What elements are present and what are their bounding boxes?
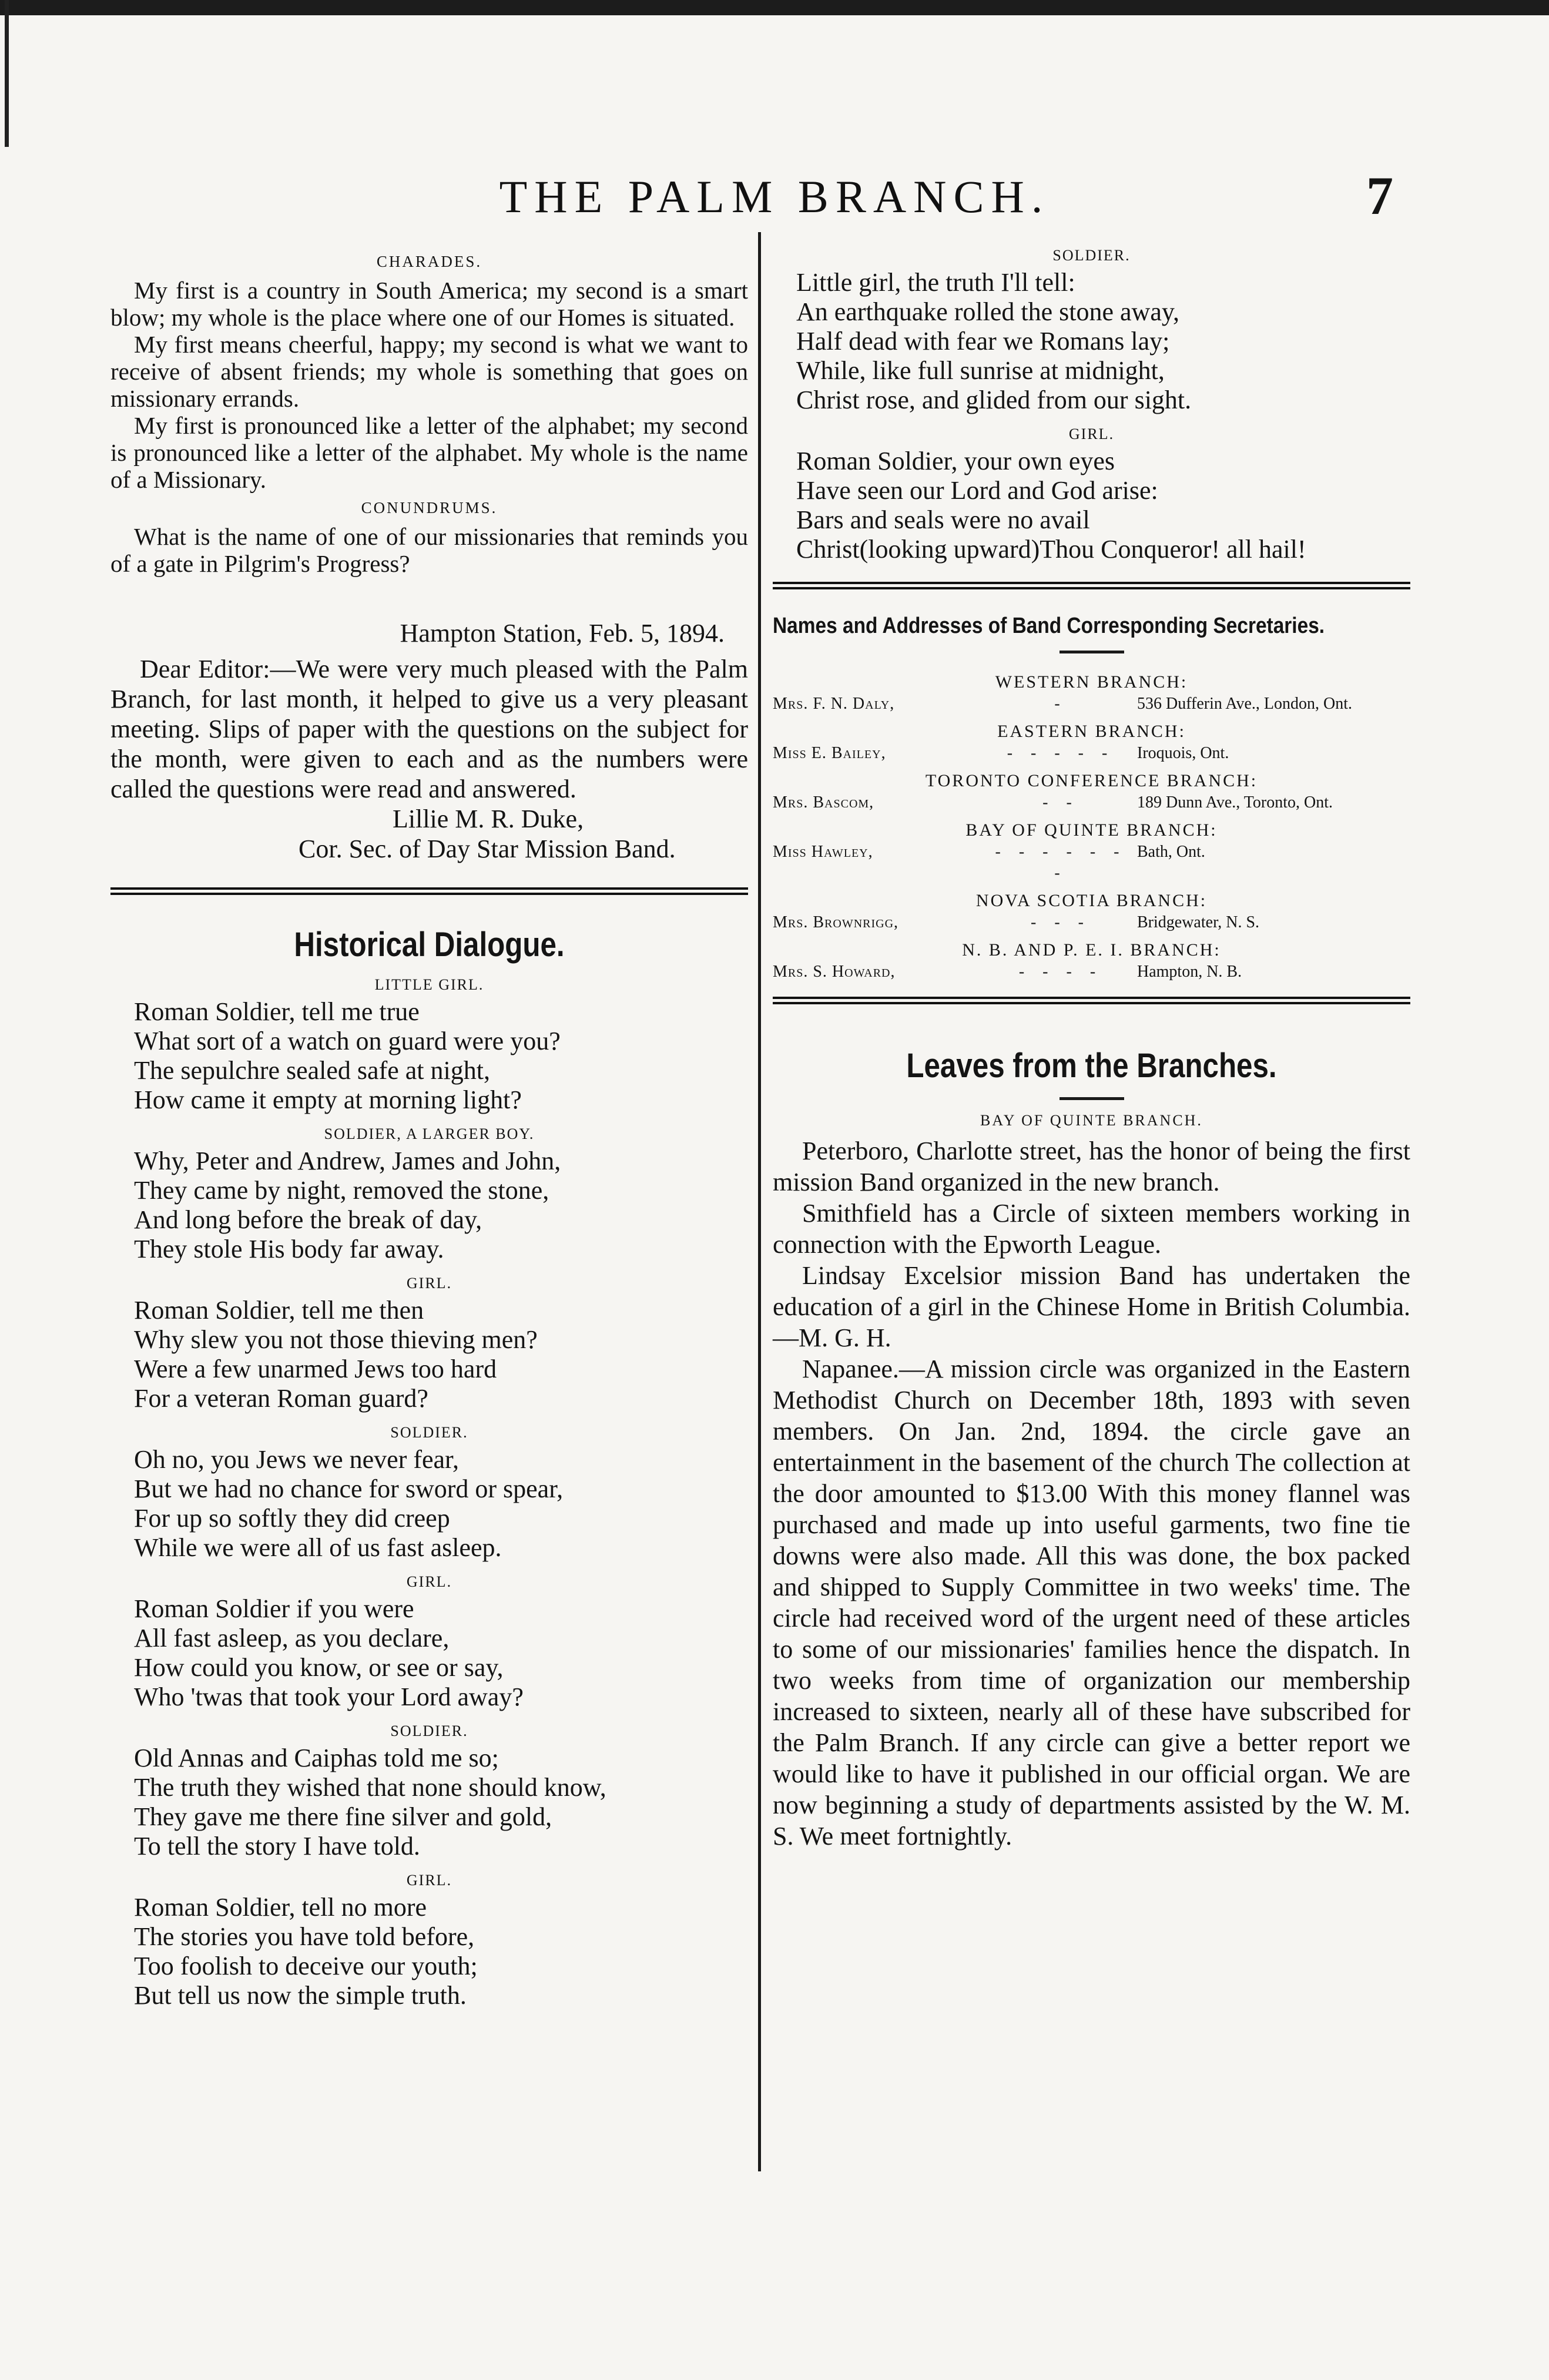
charades-heading: CHARADES. xyxy=(376,253,482,270)
secretary-entry xyxy=(773,672,1410,715)
masthead: THE PALM BRANCH. xyxy=(499,171,1050,222)
left-column xyxy=(110,247,748,2010)
verse-line: How could you know, or see or say, xyxy=(134,1653,504,1682)
verse-line: Roman Soldier, tell me true xyxy=(134,997,420,1026)
dialogue-title: Historical Dialogue. xyxy=(294,926,565,964)
secretary-entry xyxy=(773,891,1410,933)
speaker-label: GIRL. xyxy=(406,1872,452,1889)
column-divider xyxy=(758,232,761,2171)
branch-report: Lindsay Excelsior mission Band has undertaken the education of a girl in the Chinese Home in British Columbia. —M. G. H. xyxy=(773,1261,1410,1352)
verse-line: While we were all of us fast asleep. xyxy=(134,1533,502,1562)
verse-line: Why, Peter and Andrew, James and John, xyxy=(134,1147,561,1175)
verse-line: For up so softly they did creep xyxy=(134,1504,450,1533)
charade-2: My first means cheerful, happy; my second is what we want to receive of absent friends; my whole is something that goes on missionary errands. xyxy=(110,331,748,412)
branch-report: Napanee.—A mission circle was organized in the Eastern Methodist Church on December 18th, 1893 with seven members. On Jan. 2nd, 1894. the circle gave an entertainment in the basement of the church The collection at the door amounted to $13.00 With this money flannel was purchased and made up into useful garments, two fine tie downs were also made. All this was done, the box packed and shipped to Supply Committee in two weeks' time. The circle had received word of the urgent need of these articles to some of our missionaries' families hence the dispatch. In two weeks from time of organization our membership increased to sixteen, nearly all of these have subscribed for the Palm Branch. If any circle can give a better report we would like to have it published in our official organ. We are now beginning a study of departments assisted by the W. M. S. We meet fortnightly. xyxy=(773,1355,1410,1851)
secretary-name: Mrs. F. N. Daly, xyxy=(773,695,895,713)
letter-body: Dear Editor:—We were very much pleased with the Palm Branch, for last month, it helped to give us a very pleasant meeting. Slips of paper with the questions on the subject for the month, were given to each and as the numbers were called the questions were read and answered. xyxy=(110,655,748,803)
conundrum-text: What is the name of one of our missionaries that reminds you of a gate in Pilgrim's Progress? xyxy=(110,523,748,577)
leader-dashes: - - xyxy=(1042,793,1079,812)
secretary-address: Bridgewater, N. S. xyxy=(1137,913,1260,931)
verse-line: Roman Soldier, tell no more xyxy=(134,1893,427,1922)
verse-line: An earthquake rolled the stone away, xyxy=(796,297,1180,326)
verse-line: How came it empty at morning light? xyxy=(134,1085,522,1114)
charade-3: My first is pronounced like a letter of the alphabet; my second is pronounced like a letter of the alphabet. My whole is the name of a Missionary. xyxy=(110,412,748,493)
verse-line: What sort of a watch on guard were you? xyxy=(134,1027,561,1055)
page-header xyxy=(0,166,1549,226)
speaker-label: SOLDIER. xyxy=(390,1424,468,1441)
verse-line: Half dead with fear we Romans lay; xyxy=(796,327,1170,356)
secretary-address: Iroquois, Ont. xyxy=(1137,744,1229,762)
verse-line: While, like full sunrise at midnight, xyxy=(796,356,1165,385)
leader-dashes: - - - - xyxy=(1018,963,1103,981)
dialogue-part-6 xyxy=(110,1722,748,1861)
branch-report: Peterboro, Charlotte street, has the honor of being the first mission Band organized in the new branch. xyxy=(773,1137,1410,1196)
verse-line: Christ rose, and glided from our sight. xyxy=(796,386,1192,414)
secretary-address: 536 Dufferin Ave., London, Ont. xyxy=(1137,695,1353,713)
dialogue-part-3 xyxy=(110,1275,748,1413)
speaker-label: GIRL. xyxy=(406,1573,452,1590)
secretary-entry xyxy=(773,722,1410,764)
letter-signature: Lillie M. R. Duke, xyxy=(393,804,584,833)
letter-dateline: Hampton Station, Feb. 5, 1894. xyxy=(400,619,725,648)
dialogue-part-5 xyxy=(110,1573,748,1712)
verse-line: Roman Soldier, your own eyes xyxy=(796,447,1115,475)
verse-line: Who 'twas that took your Lord away? xyxy=(134,1682,524,1711)
branch-report: Smithfield has a Circle of sixteen members working in connection with the Epworth League. xyxy=(773,1199,1410,1259)
dialogue-part-4 xyxy=(110,1424,748,1563)
speaker-label: SOLDIER. xyxy=(1052,247,1131,264)
secretary-address: Bath, Ont. xyxy=(1137,843,1205,861)
dialogue-part-2 xyxy=(110,1125,748,1264)
leaves-subheading: BAY OF QUINTE BRANCH. xyxy=(980,1112,1203,1129)
verse-line: Were a few unarmed Jews too hard xyxy=(134,1355,497,1383)
leader-dashes: - - - - - xyxy=(1007,744,1115,762)
leader-dashes: - - - xyxy=(1031,913,1091,931)
short-rule xyxy=(1060,1097,1124,1100)
verse-line: Bars and seals were no avail xyxy=(796,505,1090,534)
conundrums-heading: CONUNDRUMS. xyxy=(361,499,498,517)
names-title: Names and Addresses of Band Corresponding Secretaries. xyxy=(773,614,1325,638)
verse-line: Roman Soldier, tell me then xyxy=(134,1296,424,1325)
verse-line: The sepulchre sealed safe at night, xyxy=(134,1056,490,1085)
branch-name: WESTERN BRANCH: xyxy=(995,672,1188,692)
secretary-name: Miss Hawley, xyxy=(773,843,873,861)
verse-line: All fast asleep, as you declare, xyxy=(134,1624,450,1652)
right-column xyxy=(773,247,1410,1852)
secretary-entry xyxy=(773,771,1410,813)
verse-line: Christ(looking upward)Thou Conqueror! all hail! xyxy=(796,535,1306,564)
scan-top-edge xyxy=(0,0,1549,15)
speaker-label: GIRL. xyxy=(1068,425,1115,443)
verse-line: And long before the break of day, xyxy=(134,1205,482,1234)
secretary-name: Mrs. Brownrigg, xyxy=(773,913,899,931)
verse-line: Old Annas and Caiphas told me so; xyxy=(134,1744,499,1772)
verse-line: Oh no, you Jews we never fear, xyxy=(134,1445,459,1474)
secretary-name: Mrs. S. Howard, xyxy=(773,963,896,981)
secretary-entry xyxy=(773,940,1410,983)
verse-line: Roman Soldier if you were xyxy=(134,1594,414,1623)
verse-line: The truth they wished that none should know, xyxy=(134,1773,606,1802)
verse-line: But we had no chance for sword or spear, xyxy=(134,1474,564,1503)
letter-signature-title: Cor. Sec. of Day Star Mission Band. xyxy=(299,834,676,863)
branch-name: EASTERN BRANCH: xyxy=(997,722,1186,741)
speaker-label: SOLDIER, A LARGER BOY. xyxy=(324,1125,535,1142)
verse-line: Little girl, the truth I'll tell: xyxy=(796,268,1075,297)
verse-line: They gave me there fine silver and gold, xyxy=(134,1802,552,1831)
branch-name: NOVA SCOTIA BRANCH: xyxy=(975,891,1208,910)
secretary-name: Mrs. Bascom, xyxy=(773,793,874,812)
dialogue-part-7 xyxy=(110,1872,748,2010)
charade-1: My first is a country in South America; my second is a smart blow; my whole is the place where one of our Homes is situated. xyxy=(110,277,748,331)
verse-line: To tell the story I have told. xyxy=(134,1832,420,1861)
speaker-label: GIRL. xyxy=(406,1275,452,1292)
dialogue-part-9 xyxy=(773,425,1410,564)
secretary-address: Hampton, N. B. xyxy=(1137,963,1242,981)
section-rule xyxy=(773,582,1410,590)
verse-line: Have seen our Lord and God arise: xyxy=(796,476,1158,505)
branch-name: TORONTO CONFERENCE BRANCH: xyxy=(925,771,1258,790)
section-rule xyxy=(773,997,1410,1005)
verse-line: Why slew you not those thieving men? xyxy=(134,1325,538,1354)
speaker-label: LITTLE GIRL. xyxy=(374,976,484,993)
dialogue-part-8 xyxy=(773,247,1410,415)
leader-dashes: - - - - - - - xyxy=(995,843,1126,882)
verse-line: But tell us now the simple truth. xyxy=(134,1981,467,2010)
secretary-entry xyxy=(773,820,1410,884)
secretary-address: 189 Dunn Ave., Toronto, Ont. xyxy=(1137,793,1333,812)
scan-left-mark xyxy=(5,0,9,147)
verse-line: The stories you have told before, xyxy=(134,1922,475,1951)
page-number: 7 xyxy=(1366,166,1393,226)
leader-dashes: - xyxy=(1054,695,1067,713)
branch-name: N. B. AND P. E. I. BRANCH: xyxy=(962,940,1221,960)
branch-name: BAY OF QUINTE BRANCH: xyxy=(965,820,1218,840)
verse-line: They came by night, removed the stone, xyxy=(134,1176,549,1205)
dialogue-part-1 xyxy=(110,976,748,1115)
leaves-title: Leaves from the Branches. xyxy=(906,1047,1277,1085)
verse-line: For a veteran Roman guard? xyxy=(134,1384,428,1413)
secretary-name: Miss E. Bailey, xyxy=(773,744,886,762)
speaker-label: SOLDIER. xyxy=(390,1722,468,1739)
verse-line: They stole His body far away. xyxy=(134,1235,444,1263)
verse-line: Too foolish to deceive our youth; xyxy=(134,1952,478,1980)
section-rule xyxy=(110,887,748,896)
